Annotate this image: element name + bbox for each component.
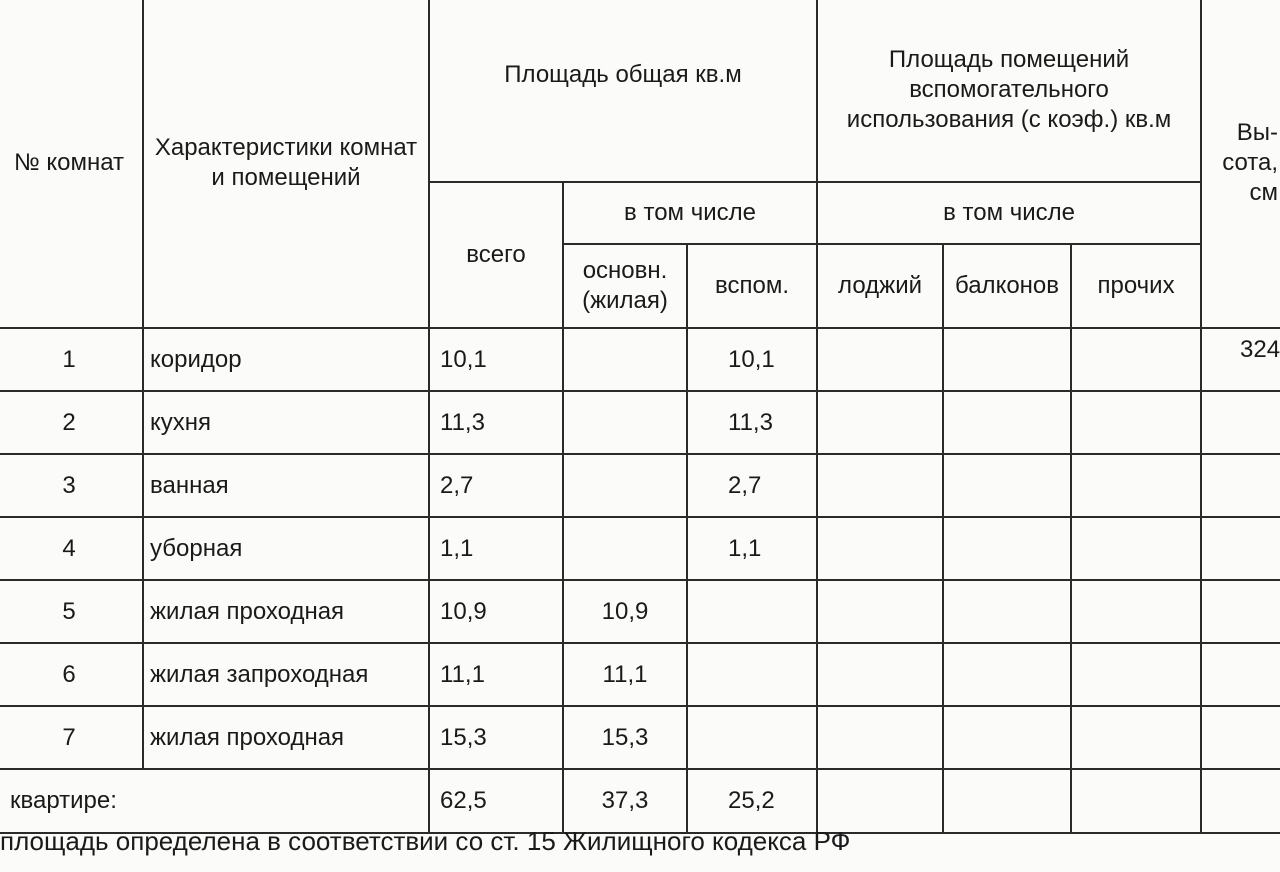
room-main-area [563,454,687,517]
room-total-area: 11,1 [429,643,563,706]
room-height [1201,706,1280,769]
room-number: 3 [0,454,143,517]
room-total-area: 2,7 [429,454,563,517]
table-row [0,391,1280,454]
room-other-area [1071,454,1201,517]
header-room-no: № комнат [0,0,143,328]
room-other-area [1071,706,1201,769]
room-balcony-area [943,454,1071,517]
room-balcony-area [943,517,1071,580]
room-name: уборная [143,517,429,580]
room-main-area: 10,9 [563,580,687,643]
room-name: жилая запроходная [143,643,429,706]
header-balconies: балконов [943,244,1071,328]
room-aux-area [687,706,817,769]
room-height [1201,643,1280,706]
room-other-area [1071,391,1201,454]
room-loggia-area [817,517,943,580]
room-number: 1 [0,328,143,391]
footnote: площадь определена в соответствии со ст. 15 Жилищного кодекса РФ [0,826,851,856]
room-aux-area [687,643,817,706]
room-other-area [1071,643,1201,706]
room-total-area: 15,3 [429,706,563,769]
room-other-area [1071,328,1201,391]
room-name: кухня [143,391,429,454]
room-other-area [1071,517,1201,580]
room-aux-area: 1,1 [687,517,817,580]
header-loggias: лоджий [817,244,943,328]
room-balcony-area [943,643,1071,706]
room-balcony-area [943,706,1071,769]
room-number: 2 [0,391,143,454]
room-name: ванная [143,454,429,517]
room-total-area: 11,3 [429,391,563,454]
room-number: 6 [0,643,143,706]
totals-balcony-area [943,769,1071,833]
header-including-2: в том числе [817,182,1201,244]
totals-total-area: 62,5 [429,769,563,833]
totals-loggia-area [817,769,943,833]
room-height [1201,517,1280,580]
header-main-living: основн. (жилая) [563,244,687,328]
room-loggia-area [817,706,943,769]
room-main-area [563,517,687,580]
room-number: 5 [0,580,143,643]
header-auxiliary: вспом. [687,244,817,328]
room-height [1201,454,1280,517]
table-row [0,454,1280,517]
room-main-area [563,391,687,454]
table-row [0,706,1280,769]
header-characteristics: Характеристики комнат и помещений [143,0,429,328]
room-balcony-area [943,580,1071,643]
room-balcony-area [943,328,1071,391]
room-height [1201,391,1280,454]
header-total: всего [429,182,563,328]
totals-height [1201,769,1280,833]
room-number: 7 [0,706,143,769]
room-other-area [1071,580,1201,643]
header-including-1: в том числе [563,182,817,244]
totals-main-area: 37,3 [563,769,687,833]
room-loggia-area [817,643,943,706]
room-main-area: 11,1 [563,643,687,706]
room-height: 324 [1201,328,1280,391]
header-height: Вы- сота, см [1201,0,1280,328]
room-total-area: 1,1 [429,517,563,580]
totals-other-area [1071,769,1201,833]
room-loggia-area [817,580,943,643]
room-name: жилая проходная [143,706,429,769]
totals-aux-area: 25,2 [687,769,817,833]
room-main-area: 15,3 [563,706,687,769]
header-aux-area: Площадь помещений вспомогательного использования (с коэф.) кв.м [817,0,1201,182]
room-height [1201,580,1280,643]
room-loggia-area [817,328,943,391]
room-number: 4 [0,517,143,580]
table-row [0,580,1280,643]
table-row [0,328,1280,391]
totals-row [0,769,1280,833]
room-main-area [563,328,687,391]
room-total-area: 10,9 [429,580,563,643]
table-row [0,643,1280,706]
totals-label: квартире: [0,769,429,833]
room-total-area: 10,1 [429,328,563,391]
room-name: жилая проходная [143,580,429,643]
room-balcony-area [943,391,1071,454]
room-aux-area: 10,1 [687,328,817,391]
room-loggia-area [817,391,943,454]
room-loggia-area [817,454,943,517]
room-aux-area [687,580,817,643]
room-aux-area: 2,7 [687,454,817,517]
header-row-1 [0,0,1280,182]
header-other: прочих [1071,244,1201,328]
room-name: коридор [143,328,429,391]
room-aux-area: 11,3 [687,391,817,454]
table-row [0,517,1280,580]
header-total-area: Площадь общая кв.м [429,0,817,182]
